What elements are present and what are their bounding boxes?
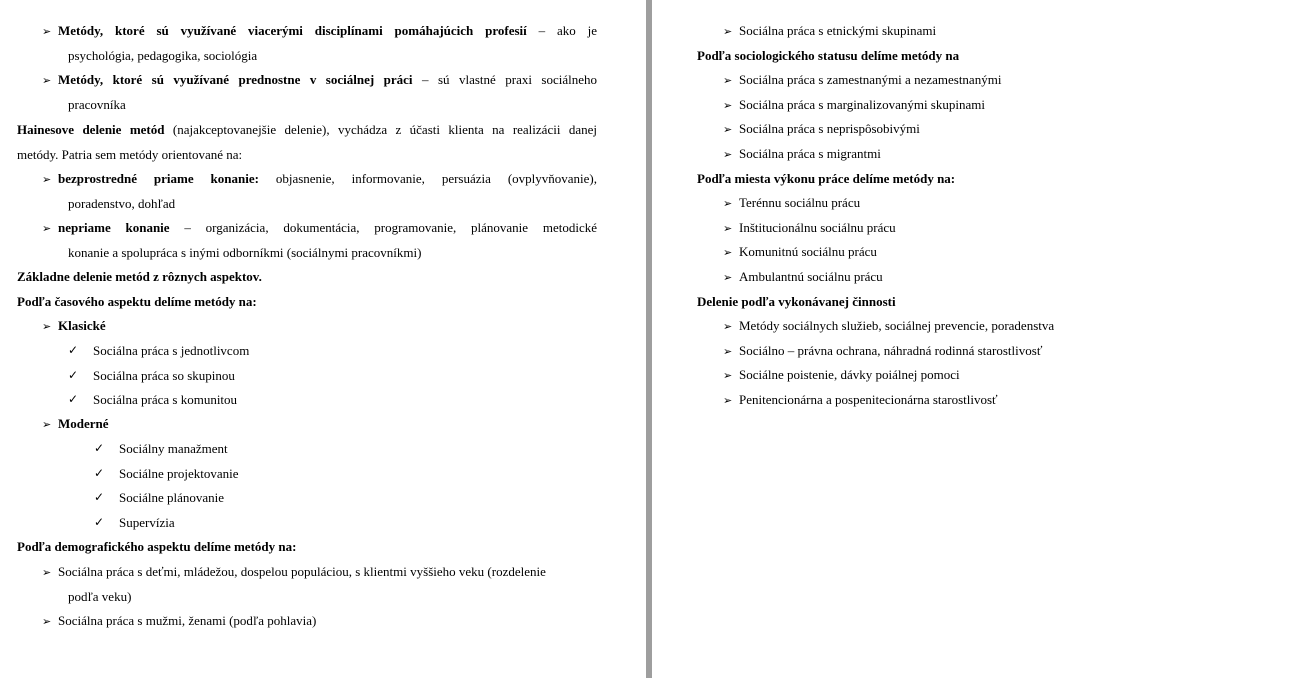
sub-list-item: Sociálne projektovanie — [119, 466, 239, 481]
sub-list-item: Sociálne plánovanie — [119, 490, 225, 505]
arrow-bullet-icon: ➢ — [42, 320, 52, 333]
bold-term: bezprostredné priame konanie: — [58, 171, 259, 186]
section-heading: Delenie podľa vykonávanej činnosti — [697, 294, 896, 309]
arrow-bullet-icon: ➢ — [723, 222, 733, 235]
arrow-bullet-icon: ➢ — [723, 369, 733, 382]
arrow-bullet-icon: ➢ — [723, 25, 733, 38]
arrow-bullet-icon: ➢ — [42, 222, 52, 235]
sub-list-item: Sociálna práca s komunitou — [93, 392, 238, 407]
paragraph-text: (najakceptovanejšie delenie), vychádza z účasti klienta na realizácii danej — [164, 122, 597, 137]
arrow-bullet-icon: ➢ — [723, 320, 733, 333]
list-item: Sociálno – právna ochrana, náhradná rodinná starostlivosť — [739, 343, 1043, 358]
checkmark-icon: ✓ — [68, 392, 79, 406]
paragraph-continuation: metódy. Patria sem metódy orientované na: — [17, 147, 243, 162]
list-item — [58, 220, 597, 236]
checkmark-icon: ✓ — [94, 441, 105, 455]
arrow-bullet-icon: ➢ — [723, 271, 733, 284]
arrow-bullet-icon: ➢ — [42, 566, 52, 579]
arrow-bullet-icon: ➢ — [723, 246, 733, 259]
list-item: Komunitnú sociálnu prácu — [739, 244, 877, 259]
arrow-bullet-icon: ➢ — [42, 74, 52, 87]
sub-list-item: Supervízia — [119, 515, 175, 530]
list-item: Sociálna práca s zamestnanými a nezamestnanými — [739, 72, 1002, 87]
list-item: Sociálna práca s neprispôsobivými — [739, 121, 920, 136]
arrow-bullet-icon: ➢ — [723, 74, 733, 87]
checkmark-icon: ✓ — [68, 368, 79, 382]
list-item: Sociálna práca s marginalizovanými skupinami — [739, 97, 985, 112]
checkmark-icon: ✓ — [94, 515, 105, 529]
bold-term: nepriame konanie — [58, 220, 170, 235]
list-item-continuation: podľa veku) — [68, 589, 132, 604]
list-item: Penitencionárna a pospenitecionárna starostlivosť — [739, 392, 998, 407]
list-item: Sociálna práca s migrantmi — [739, 146, 881, 161]
arrow-bullet-icon: ➢ — [723, 345, 733, 358]
arrow-bullet-icon: ➢ — [42, 615, 52, 628]
checkmark-icon: ✓ — [94, 466, 105, 480]
list-item-continuation: konanie a spolupráca s inými odborníkmi (sociálnymi pracovníkmi) — [68, 245, 422, 260]
arrow-bullet-icon: ➢ — [723, 148, 733, 161]
checkmark-icon: ✓ — [68, 343, 79, 357]
list-item: Ambulantnú sociálnu prácu — [739, 269, 883, 284]
arrow-bullet-icon: ➢ — [42, 418, 52, 431]
bold-term: Hainesove delenie metód — [17, 122, 165, 137]
list-item: Sociálne poistenie, dávky poiálnej pomoci — [739, 367, 960, 382]
section-heading: Podľa sociologického statusu delíme metódy na — [697, 48, 960, 63]
item-text: – ako je — [526, 23, 598, 38]
bold-term: Metódy, ktoré sú využívané prednostne v sociálnej práci — [58, 72, 413, 87]
list-item: Klasické — [58, 318, 106, 333]
list-item: Sociálna práca s mužmi, ženami (podľa pohlavia) — [58, 613, 317, 628]
arrow-bullet-icon: ➢ — [723, 123, 733, 136]
list-item: Moderné — [58, 416, 109, 431]
list-item-continuation: poradenstvo, dohľad — [68, 196, 176, 211]
list-item: Sociálna práca s deťmi, mládežou, dospelou populáciou, s klientmi vyššieho veku (rozdelenie — [58, 564, 546, 579]
item-text: – sú vlastné praxi sociálneho — [412, 72, 598, 87]
document-page-left — [0, 0, 646, 678]
list-item — [58, 171, 597, 187]
sub-list-item: Sociálna práca so skupinou — [93, 368, 235, 383]
list-item: Sociálna práca s etnickými skupinami — [739, 23, 937, 38]
arrow-bullet-icon: ➢ — [723, 99, 733, 112]
list-item — [58, 72, 597, 88]
document-page-right — [652, 0, 1300, 678]
section-heading: Podľa časového aspektu delíme metódy na: — [17, 294, 257, 309]
item-text: objasnenie, informovanie, persuázia (ovplyvňovanie), — [258, 171, 597, 186]
section-heading: Podľa miesta výkonu práce delíme metódy na: — [697, 171, 956, 186]
section-heading: Podľa demografického aspektu delíme metódy na: — [17, 539, 297, 554]
item-text: – organizácia, dokumentácia, programovanie, plánovanie metodické — [169, 220, 597, 235]
sub-list-item: Sociálna práca s jednotlivcom — [93, 343, 250, 358]
list-item-continuation: pracovníka — [68, 97, 126, 112]
paragraph — [17, 122, 597, 138]
sub-list-item: Sociálny manažment — [119, 441, 228, 456]
list-item: Terénnu sociálnu prácu — [739, 195, 861, 210]
list-item — [58, 23, 597, 39]
arrow-bullet-icon: ➢ — [42, 173, 52, 186]
list-item: Metódy sociálnych služieb, sociálnej prevencie, poradenstva — [739, 318, 1055, 333]
checkmark-icon: ✓ — [94, 490, 105, 504]
arrow-bullet-icon: ➢ — [42, 25, 52, 38]
bold-term: Metódy, ktoré sú využívané viacerými disciplínami pomáhajúcich profesií — [58, 23, 527, 38]
list-item: Inštitucionálnu sociálnu prácu — [739, 220, 896, 235]
arrow-bullet-icon: ➢ — [723, 394, 733, 407]
list-item-continuation: psychológia, pedagogika, sociológia — [68, 48, 258, 63]
arrow-bullet-icon: ➢ — [723, 197, 733, 210]
section-heading: Základne delenie metód z rôznych aspektov. — [17, 269, 262, 284]
